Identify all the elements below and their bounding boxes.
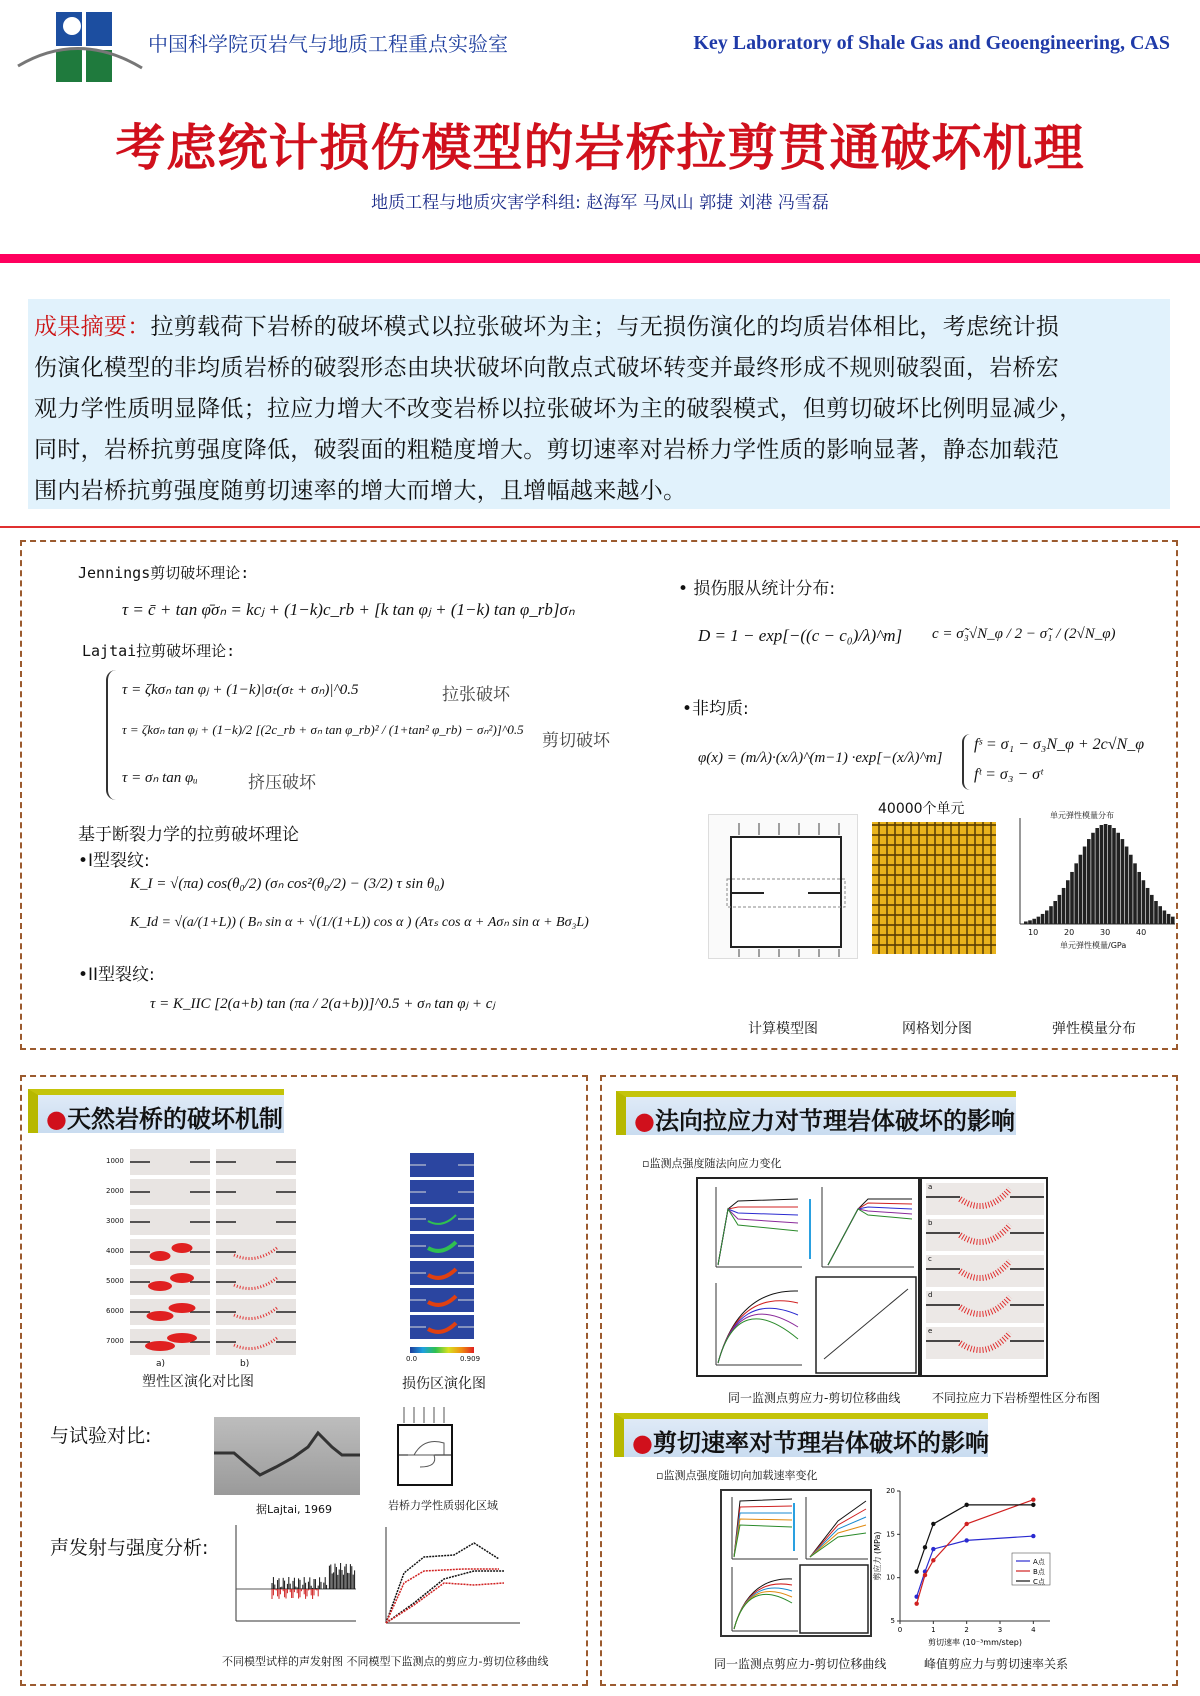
cohesion-formula: c = σ̃₃√N_φ / 2 − σ̃₁ / (2√N_φ) (932, 626, 1116, 642)
shear-curve (386, 1571, 504, 1623)
legend-label: B点 (1033, 1568, 1045, 1576)
rate-curve (734, 1591, 792, 1629)
tension-plastic-figure (920, 1177, 1048, 1377)
lajtai-photo (214, 1417, 360, 1495)
hist-bar (1116, 833, 1120, 924)
brace (106, 670, 120, 800)
rate-curve (810, 1533, 866, 1557)
step-label: 1000 (106, 1157, 124, 1165)
shear-displacement-chart (374, 1523, 524, 1633)
step-label: 4000 (106, 1247, 124, 1255)
hist-tick: 20 (1064, 928, 1075, 937)
plastic-panel (216, 1269, 296, 1295)
step-label: 7000 (106, 1337, 124, 1345)
lab-name-en: Key Laboratory of Shale Gas and Geoengineering, CAS (693, 32, 1170, 54)
y-axis-label: 剪应力 (MPa) (873, 1531, 882, 1581)
plastic-panel (216, 1299, 296, 1325)
authors: 地质工程与地质灾害学科组: 赵海军 马凤山 郭捷 刘港 冯雪磊 (371, 193, 829, 213)
rate-curve (734, 1525, 792, 1557)
test-compare-label: 与试验对比: (50, 1425, 152, 1447)
jennings-label: Jennings剪切破坏理论: (78, 564, 250, 582)
tension-curve (718, 1207, 798, 1265)
caption-tension-right: 不同拉应力下岩桥塑性区分布图 (932, 1391, 1101, 1405)
y-tick-label: 5 (890, 1617, 895, 1625)
section-header-natural: ●天然岩桥的破坏机制 (28, 1089, 284, 1133)
damage-label: • 损伤服从统计分布: (678, 579, 836, 599)
data-point (931, 1558, 935, 1562)
hist-bar (1032, 919, 1036, 924)
fracture-label: 基于断裂力学的拉剪破坏理论 (78, 825, 299, 845)
mesh-count: 40000个单元 (878, 801, 965, 817)
plastic-panel (130, 1179, 210, 1205)
caption-weakened-zone: 岩桥力学性质弱化区域 (388, 1499, 498, 1512)
bullet-icon: ● (634, 1107, 655, 1135)
data-point (914, 1601, 918, 1605)
caption-plastic-zone: 塑性区演化对比图 (142, 1374, 254, 1390)
x-axis-label: 剪切速率 (10⁻³mm/step) (928, 1638, 1022, 1647)
abstract-line: 观力学性质明显降低；拉应力增大不改变岩桥以拉张破坏为主的破裂模式，但剪切破坏比例明显减少， (34, 396, 1083, 422)
plastic-panel (130, 1329, 210, 1355)
header-divider (0, 254, 1200, 263)
damage-formula: D = 1 − exp[−((c − c₀)/λ)^m] (698, 626, 903, 645)
model-diagram (708, 814, 858, 959)
legend-label: A点 (1033, 1558, 1045, 1566)
tension-curve (828, 1209, 912, 1265)
lab-logo (14, 10, 144, 85)
data-point (931, 1547, 935, 1551)
rate-curves-figure (720, 1489, 872, 1637)
hist-bar (1171, 917, 1175, 924)
tension-curve (718, 1209, 798, 1265)
tension-curve (718, 1291, 798, 1363)
mode2-label: •II型裂纹: (78, 965, 155, 985)
data-point (1031, 1534, 1035, 1538)
shear-curve (386, 1543, 499, 1623)
hetero-formula: φ(x) = (m/λ)·(x/λ)^(m−1) ·exp[−(x/λ)^m] (698, 750, 943, 766)
shear-curve (386, 1583, 504, 1623)
plastic-panel (926, 1219, 1044, 1251)
mesh-image (872, 822, 996, 954)
col-label-b: b) (240, 1359, 250, 1369)
panel-label: e (928, 1327, 933, 1335)
step-label: 6000 (106, 1307, 124, 1315)
mode2-formula: τ = K_IIC [2(a+b) tan (πa / 2(a+b))]^0.5 + σₙ tan φⱼ + cⱼ (150, 996, 496, 1012)
hist-bar (1037, 917, 1041, 924)
hist-bar (1095, 828, 1099, 924)
colorbar-min: 0.0 (406, 1355, 418, 1363)
jennings-formula: τ = c̄ + tan φ̄σₙ = kcⱼ + (1−k)c_rb + [k tan φⱼ + (1−k) tan φ_rb]σₙ (122, 600, 575, 619)
series-line (917, 1500, 1034, 1604)
criteria-shear: fˢ = σ₁ − σ₃N_φ + 2c√N_φ (974, 736, 1145, 753)
section-header-tension: ●法向拉应力对节理岩体破坏的影响 (616, 1091, 1016, 1135)
tension-curve (828, 1207, 912, 1265)
abstract-line: 围内岩桥抗剪强度随剪切速率的增大而增大，且增幅越来越小。 (34, 478, 687, 504)
damage-panel (410, 1153, 474, 1177)
hist-bar (1104, 824, 1108, 924)
lajtai-formula-2: τ = ζkσₙ tan φⱼ + (1−k)/2 [(2c_rb + σₙ tan φ_rb)² / (1+tan² φ_rb) − σₙ²)]^0.5 (122, 722, 524, 737)
tension-curves-figure (696, 1177, 920, 1377)
acoustic-emission-chart (222, 1521, 358, 1635)
hist-bar (1121, 839, 1125, 924)
caption-damage-zone: 损伤区演化图 (402, 1376, 486, 1392)
tension-curve (718, 1308, 798, 1363)
hist-bar (1154, 901, 1158, 924)
hist-xlabel: 单元弹性模量/GPa (1060, 941, 1127, 950)
criteria-tension: fᵗ = σ₃ − σᵗ (974, 766, 1043, 783)
caption-mesh: 网格划分图 (902, 1021, 972, 1037)
tension-curve (718, 1319, 798, 1363)
caption-rate-left: 同一监测点剪应力-剪切位移曲线 (714, 1657, 887, 1671)
hist-bar (1087, 839, 1091, 924)
modulus-histogram (1010, 808, 1180, 958)
plastic-panel (216, 1179, 296, 1205)
damage-panel (410, 1180, 474, 1204)
lajtai-formula-1: τ = ζkσₙ tan φⱼ + (1−k)|σₜ(σₜ + σₙ)|^0.5 (122, 682, 359, 698)
plastic-panel (130, 1269, 210, 1295)
mode1-formula-1: K_I = √(πa) cos(θ₀/2) (σₙ cos²(θ₀/2) − (3/2) τ sin θ₀) (130, 876, 445, 892)
plastic-panel (130, 1209, 210, 1235)
hist-bar (1142, 880, 1146, 924)
brace (962, 734, 972, 790)
damage-panel (410, 1315, 474, 1339)
plastic-panel (130, 1239, 210, 1265)
colorbar (410, 1347, 474, 1353)
y-tick-label: 20 (886, 1487, 895, 1495)
plastic-zone-figure (106, 1149, 296, 1359)
abstract-box (28, 299, 1170, 509)
rate-curve (734, 1579, 792, 1629)
x-tick-label: 3 (997, 1626, 1003, 1634)
caption-model: 计算模型图 (748, 1021, 818, 1037)
panel-label: c (928, 1255, 932, 1263)
hist-bar (1058, 895, 1062, 924)
data-point (914, 1569, 918, 1573)
data-point (1031, 1503, 1035, 1507)
data-point (923, 1573, 927, 1577)
step-label: 3000 (106, 1217, 124, 1225)
x-tick-label: 4 (1031, 1626, 1036, 1634)
plastic-panel (926, 1291, 1044, 1323)
abstract-line: 伤演化模型的非均质岩桥的破裂形态由块状破坏向散点式破坏转变并最终形成不规则破裂面，岩桥宏 (34, 355, 1060, 381)
hist-bar (1129, 855, 1133, 924)
hist-bar (1079, 855, 1083, 924)
x-tick-label: 1 (931, 1626, 936, 1634)
tension-curve (718, 1209, 798, 1265)
plastic-panel (926, 1255, 1044, 1287)
plastic-panel (926, 1327, 1044, 1359)
hist-bar (1167, 914, 1171, 924)
damage-panel (410, 1234, 474, 1258)
x-tick-label: 2 (964, 1626, 969, 1634)
damage-panel (410, 1207, 474, 1231)
abstract-lead: 成果摘要： (34, 314, 151, 340)
lajtai-tag-2: 剪切破坏 (542, 731, 610, 751)
weakened-zone-schematic (384, 1407, 458, 1491)
hist-bar (1108, 825, 1112, 924)
damage-panel (410, 1261, 474, 1285)
plastic-panel (216, 1209, 296, 1235)
rate-curve (734, 1506, 792, 1557)
col-label-a: a) (156, 1359, 166, 1369)
joint-rock-panel (600, 1075, 1178, 1686)
hist-bar (1070, 872, 1074, 924)
hist-bar (1066, 880, 1070, 924)
hist-bar (1045, 910, 1049, 924)
lab-name-cn: 中国科学院页岩气与地质工程重点实验室 (148, 32, 508, 56)
hist-title: 单元弹性模量分布 (1050, 811, 1114, 820)
hist-bar (1133, 863, 1137, 924)
hist-bar (1137, 872, 1141, 924)
abstract-line: 成果摘要：拉剪载荷下岩桥的破坏模式以拉张破坏为主；与无损伤演化的均质岩体相比，考虑统计损 (34, 314, 1060, 340)
tension-subtitle: ▫监测点强度随法向应力变化 (642, 1157, 782, 1170)
hist-tick: 40 (1136, 928, 1147, 937)
lajtai-formula-3: τ = σₙ tan φᵤ (122, 770, 198, 786)
hist-bar (1028, 920, 1032, 924)
rate-curve (810, 1525, 866, 1557)
plastic-panel (216, 1149, 296, 1175)
hist-tick: 10 (1028, 928, 1039, 937)
hist-bar (1083, 847, 1087, 924)
panel-label: d (928, 1291, 933, 1299)
bullet-icon: ● (632, 1429, 653, 1457)
caption-modulus: 弹性模量分布 (1052, 1021, 1136, 1037)
hist-bar (1163, 910, 1167, 924)
rate-curve (734, 1594, 792, 1629)
hist-bar (1125, 847, 1129, 924)
panel-label: a (928, 1183, 933, 1191)
mode1-formula-2: K_Id = √(a/(1+L)) ( Bₙ sin α + √(1/(1+L)) cos α ) (Aτₛ cos α + Aσₙ sin α + Bσ₃L) (130, 915, 589, 930)
lajtai-tag-3: 挤压破坏 (248, 773, 316, 793)
hist-bar (1024, 921, 1028, 924)
data-point (964, 1503, 968, 1507)
hist-bar (1100, 825, 1104, 924)
plastic-panel (926, 1183, 1044, 1215)
plastic-panel (130, 1299, 210, 1325)
tension-curve (718, 1314, 798, 1363)
section-divider (0, 526, 1200, 528)
tension-curve (718, 1209, 798, 1265)
lajtai-label: Lajtai拉剪破坏理论: (82, 642, 236, 660)
hist-bar (1091, 833, 1095, 924)
caption-tension-left: 同一监测点剪应力-剪切位移曲线 (728, 1391, 901, 1405)
data-point (1031, 1497, 1035, 1501)
natural-bridge-panel (20, 1075, 588, 1686)
y-tick-label: 10 (886, 1573, 895, 1582)
hist-bar (1062, 888, 1066, 924)
hist-bar (1158, 906, 1162, 924)
data-point (923, 1545, 927, 1549)
caption-lajtai: 据Lajtai, 1969 (256, 1503, 333, 1516)
x-tick-label: 0 (897, 1626, 903, 1634)
hist-bar (1146, 888, 1150, 924)
hist-bar (1041, 914, 1045, 924)
fit-line (824, 1289, 908, 1359)
caption-ae: 不同模型试样的声发射图 不同模型下监测点的剪应力-剪切位移曲线 (222, 1655, 549, 1668)
lajtai-tag-1: 拉张破坏 (442, 685, 510, 705)
mode1-label: •I型裂纹: (78, 851, 150, 871)
legend-label: C点 (1033, 1578, 1045, 1586)
plastic-panel (130, 1149, 210, 1175)
rate-subtitle: ▫监测点强度随切向加载速率变化 (656, 1469, 818, 1482)
section-header-rate: ●剪切速率对节理岩体破坏的影响 (614, 1413, 988, 1457)
data-point (964, 1538, 968, 1542)
theory-panel (20, 540, 1178, 1050)
hist-bar (1112, 828, 1116, 924)
hist-bar (1053, 901, 1057, 924)
bullet-icon: ● (46, 1105, 67, 1133)
abstract-line: 同时，岩桥抗剪强度降低，破裂面的粗糙度增大。剪切速率对岩桥力学性质的影响显著，静态加载范 (34, 437, 1060, 463)
step-label: 5000 (106, 1277, 124, 1285)
hist-tick: 30 (1100, 928, 1111, 937)
damage-zone-figure (410, 1153, 474, 1343)
peak-shear-chart (870, 1481, 1080, 1653)
poster-title: 考虑统计损伤模型的岩桥拉剪贯通破坏机理 (115, 119, 1085, 177)
caption-rate-right: 峰值剪应力与剪切速率关系 (924, 1657, 1069, 1671)
step-label: 2000 (106, 1187, 124, 1195)
ae-analysis-label: 声发射与强度分析: (50, 1537, 209, 1559)
y-tick-label: 15 (886, 1530, 895, 1539)
data-point (931, 1522, 935, 1526)
plastic-panel (216, 1329, 296, 1355)
hetero-label: •非均质: (682, 699, 749, 719)
damage-panel (410, 1288, 474, 1312)
hist-bar (1049, 906, 1053, 924)
panel-label: b (928, 1219, 933, 1227)
series-line (917, 1536, 1034, 1597)
rate-curve (734, 1499, 792, 1557)
tension-curve (828, 1203, 912, 1265)
colorbar-max: 0.909 (460, 1355, 481, 1363)
data-point (964, 1522, 968, 1526)
plastic-panel (216, 1239, 296, 1265)
hist-bar (1074, 863, 1078, 924)
hist-bar (1150, 895, 1154, 924)
